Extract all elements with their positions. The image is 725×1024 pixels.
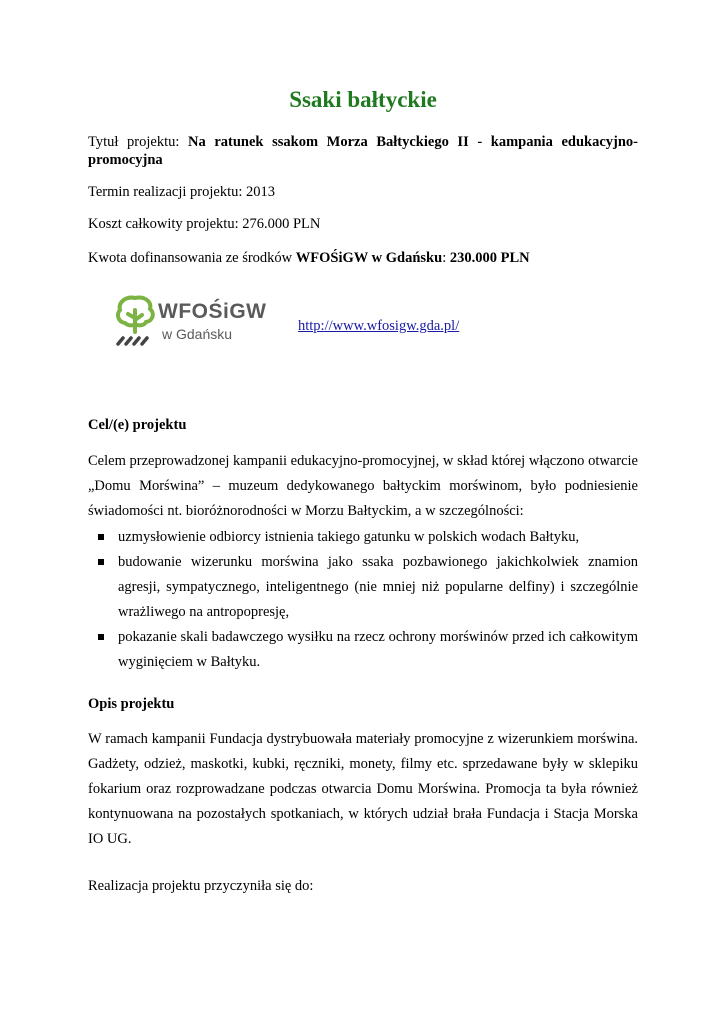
list-item	[88, 550, 638, 625]
logo-subtitle: w Gdańsku	[162, 326, 233, 342]
funding-sep: :	[442, 250, 447, 266]
funding-org: WFOŚiGW w Gdańsku	[295, 250, 443, 266]
bullet-square-icon	[98, 534, 104, 540]
project-title-line	[88, 132, 638, 152]
project-title-line-2	[88, 150, 638, 170]
list-item	[88, 525, 638, 550]
project-term: Termin realizacji projektu: 2013	[88, 184, 276, 200]
bullet-text: uzmysłowienie odbiorcy istnienia takiego gatunku w polskich wodach Bałtyku,	[118, 529, 580, 545]
project-cost: Koszt całkowity projektu: 276.000 PLN	[88, 216, 321, 232]
project-funding	[88, 248, 638, 268]
wfosigw-logo	[114, 292, 274, 352]
bullet-text: pokazanie skali badawczego wysiłku na rzecz ochrony morświnów przed ich całkowitym wyginięciem w Bałtyku.	[118, 629, 638, 670]
goals-intro: Celem przeprowadzonej kampanii edukacyjno-promocyjnej, w skład której włączono otwarcie „Domu Morświna” – muzeum dedykowanego bałtyckim morświnom, było podniesienie świadomości nt. bioróżnorodności w Morzu Bałtyckim, a w szczególności:	[88, 453, 638, 519]
project-title-value-part1: Na ratunek ssakom Morza Bałtyckiego II - kampania edukacyjno-	[188, 134, 638, 150]
bullet-text: budowanie wizerunku morświna jako ssaka pozbawionego jakichkolwiek znamion agresji, sympatycznego, inteligentnego (nie mniej niż popularne delfiny) i szczególnie wrażliwego na antropopresję,	[118, 554, 638, 620]
goals-heading: Cel/(e) projektu	[88, 417, 187, 433]
wfosigw-link[interactable]: http://www.wfosigw.gda.pl/	[298, 318, 460, 334]
project-title-value-part2: promocyjna	[88, 152, 163, 168]
list-item	[88, 625, 638, 675]
funding-amount: 230.000 PLN	[449, 250, 530, 266]
funding-prefix: Kwota dofinansowania ze środków	[88, 250, 293, 266]
project-title-label: Tytuł projektu:	[88, 134, 180, 150]
logo-name: WFOŚiGW	[158, 300, 267, 323]
bullet-square-icon	[98, 634, 104, 640]
description-heading: Opis projektu	[88, 696, 175, 712]
page-title: Ssaki bałtyckie	[289, 87, 437, 112]
description-text: W ramach kampanii Fundacja dystrybuowała materiały promocyjne z wizerunkiem morświna. Gadżety, odzież, maskotki, kubki, ręczniki, monety, filmy etc. sprzedawane były w sklepiku fokarium oraz rozprowadzane podczas otwarcia Domu Morświna. Promocja ta była również kontynuowana na pozostałych spotkaniach, w których udział brała Fundacja i Stacja Morska IO UG.	[88, 731, 638, 847]
bullet-square-icon	[98, 559, 104, 565]
description-closing: Realizacja projektu przyczyniła się do:	[88, 878, 314, 894]
tree-logo-icon	[114, 292, 158, 352]
goals-bullet-list	[88, 525, 638, 675]
